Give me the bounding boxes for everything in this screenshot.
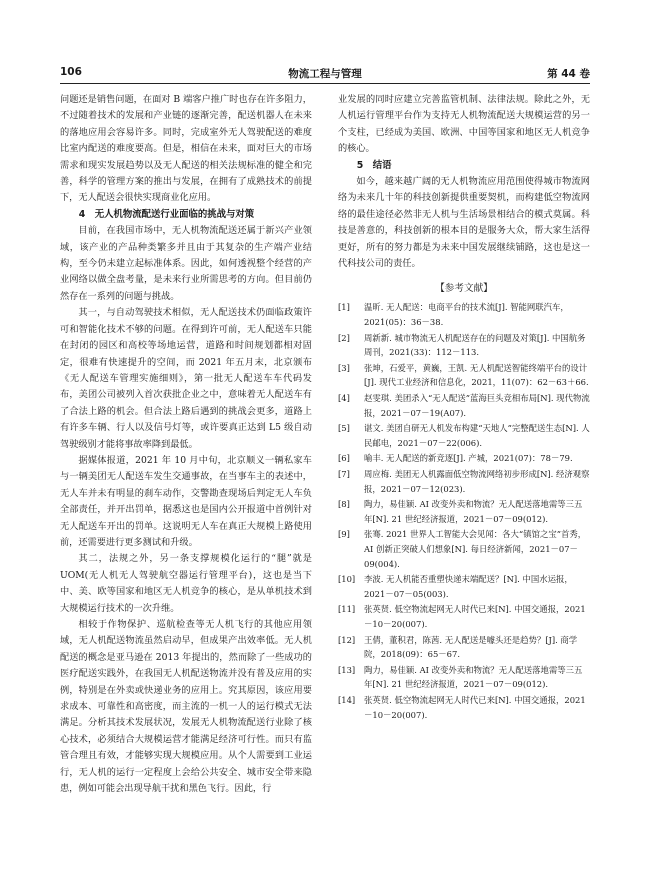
paragraph: 据媒体报道，2021 年 10 月中旬，北京顺义一辆私家车与一辆美团无人配送车发生交通事故，在当事车主的表述中，无人车并未有明显的刹车动作，交警勘查现场后判定无人车负全部责任，并开出罚单，据悉这也是国内公开报道中首例针对无人配送车开出的罚单。这说明无人车在真正大规模上路使用前，还需要进行更多测试和升级。 [60,454,312,548]
reference-text: 陶力，易佳颖. AI 改变外卖和物流？无人配送落地需等三五年[N]. 21 世纪经济报道，2021－07－09(012). [364,499,583,524]
reference-list [338,300,590,722]
paragraph: 问题还是销售问题，在面对 B 端客户推广时也存在许多阻力，不过随着技术的发展和产业链的逐渐完善，配送机器人在未来的落地应用会容易许多。同时，完成室外无人驾驶配送的难度比室内配送的难度要高。但是，相信在未来，面对巨大的市场需求和现实发展趋势以及无人配送的相关法规标准的健全和完善，科学的管理方案的推出与发展，在拥有了成熟技术的前提下，无人配送会很快实现商业化应用。 [60,94,312,204]
reference-item [338,693,590,722]
reference-text: 赵雯琪. 美团杀入“无人配送”蓝海巨头竞相布局[N]. 现代物流报，2021－07－19(A07). [364,393,590,418]
reference-number: [6] [338,453,350,464]
reference-item [338,331,590,360]
reference-text: 张英贤. 低空物流起网无人时代已来[N]. 中国交通报，2021－10－20(007). [364,604,586,629]
reference-number: [3] [338,362,350,373]
reference-number: [1] [338,302,350,313]
paragraph: 如今，越来越广阔的无人机物流应用范围使得城市物流网络为未来几十年的科技创新提供重要契机，而构建低空物流网络的最佳途径必然非无人机与生活场景相结合的模式莫属。科技是善意的，科技创新的根本目的是服务大众，帮大家生活得更好，所有的努力都是为未来中国发展继续铺路，这也是这一代科技公司的责任。 [338,176,590,270]
left-column [60,92,312,797]
reference-number: [5] [338,423,350,434]
reference-item [338,361,590,390]
reference-text: 谌文. 美团自研无人机发布构建“天地人”完整配送生态[N]. 人民邮电，2021－07－22(006). [364,423,590,448]
reference-item [338,467,590,496]
reference-text: 张骞. 2021 世界人工智能大会见闻：各大“镇馆之宝”首秀，AI 创新正突破人们想象[N]. 每日经济新闻，2021－07－09(004). [364,529,587,569]
reference-number: [8] [338,499,350,510]
reference-text: 周新新. 城市物流无人机配送存在的问题及对策[J]. 中国航务周刊，2021(33)：112－113. [364,332,586,358]
header-rule [60,83,590,84]
reference-item [338,451,590,466]
paragraph: 业发展的同时应建立完善监管机制、法律法规。除此之外，无人机运行管理平台作为支持无人机物流配送大规模运营的另一个支柱，已经成为美国、欧洲、中国等国家和地区无人机竞争的核心。 [338,94,590,155]
paragraph: 其一，与自动驾驶技术相似，无人配送技术仍面临政策许可和智能化技术不够的问题。在得到许可前，无人配送车只能在封闭的园区和高校等场地运营，道路和时间规划都相对固定，很难有快速提升的空间，而 2021 年五月末，北京颁布《无人配送车管理实施细则》，第一批无人配送车车代码发布，美团公司被列入首次获批企业之中，意味着无人配送车有了合法上路的机会。但合法上路后遇到的挑战会更多，道路上有许多车辆、行人以及信号灯等，或许要真正达到 L5 级自动驾驶级别才能将事故率降到最低。 [60,307,312,450]
paragraph: 相较于作物保护、巡航检查等无人机飞行的其他应用领域，无人机配送物流虽然启动早，但成果产出效率低。无人机配送的概念是亚马逊在 2013 年提出的，然而除了一些成功的医疗配送实践外，在我国无人机配送物流并没有普及应用的实例，特别是在外卖或快递业务的应用上。究其原因，该应用要求成本、可靠性和高密度，而主流的一机一人的运行模式无法满足。分析其技术发展状况，发展无人机物流配送行业除了核心技术，必须结合大规模运营才能满足经济可行性。而只有监管合理且有效，才能够实现大规模应用。从个人需要到工业运行，无人机的运行一定程度上会给公共安全、城市安全带来隐患，例如可能会出现导航干扰和黑色飞行。因此，行 [60,619,312,795]
reference-text: 李波. 无人机能否重塑快递末端配送？[N]. 中国水运报，2021－07－05(003). [364,574,573,599]
paragraph: 其二，法规之外，另一条支撑规模化运行的“腿”就是 UOM(无人机无人驾驶航空器运行管理平台)，这也是当下中、美、欧等国家和地区无人机竞争的核心，是从单机技术到大规模运行技术的一次升维。 [60,553,312,614]
page-number: 106 [60,66,82,78]
reference-text: 王倩，董积君，陈茜. 无人配送是噱头还是趋势？[J]. 商学院，2018(09)：65－67. [364,634,578,660]
reference-item [338,421,590,450]
section-heading: 4 无人机物流配送行业面临的挑战与对策 [78,208,255,220]
section-heading: 5 结语 [356,159,392,171]
reference-text: 张坤，石爱平，黄巍，王凯. 无人机配送智能终端平台的设计[J]. 现代工业经济和信息化，2021，11(07)：62－63＋66. [364,362,589,388]
reference-text: 温昕. 无人配送：电商平台的技术流[J]. 智能网联汽车，2021(05)：36－38. [364,302,569,328]
reference-number: [14] [338,694,356,705]
reference-text: 陶力，易佳颖. AI 改变外卖和物流？无人配送落地需等三五年[N]. 21 世纪经济报道，2021－07－09(012). [364,664,583,690]
reference-text: 喻丰. 无人配送的新竞逐[J]. 产城，2021(07)：78－79. [364,453,573,464]
page-header [60,66,590,82]
reference-number: [11] [338,604,356,615]
paragraph: 目前，在我国市场中，无人机物流配送还属于新兴产业领域，该产业的产品种类繁多并且由于其复杂的生产端产业结构，至今仍未建立起标准体系。因此，如何透视整个经营的产业网络以做全盘考量，是未来行业所需思考的方向。但目前仍然存在一系列的问题与挑战。 [60,225,312,302]
volume-label: 第 44 卷 [547,68,590,80]
reference-item [338,663,590,692]
reference-number: [9] [338,529,350,540]
reference-number: [12] [338,634,356,645]
reference-text: 周应梅. 美团无人机露面低空物流网络初步形成[N]. 经济观察报，2021－07－12(023). [364,469,590,494]
reference-number: [4] [338,393,350,404]
reference-number: [7] [338,469,350,479]
journal-title: 物流工程与管理 [288,68,362,80]
references-heading: 【参考文献】 [435,283,493,295]
reference-text: 张英贤. 低空物流起网无人时代已来[N]. 中国交通报，2021－10－20(007). [364,694,586,720]
right-column [338,92,590,723]
reference-item [338,633,590,662]
reference-item [338,497,590,526]
reference-item [338,527,590,571]
reference-item [338,300,590,329]
reference-item [338,602,590,631]
reference-number: [2] [338,332,350,343]
reference-item [338,391,590,420]
reference-item [338,572,590,601]
reference-number: [13] [338,664,356,675]
reference-number: [10] [338,574,356,585]
